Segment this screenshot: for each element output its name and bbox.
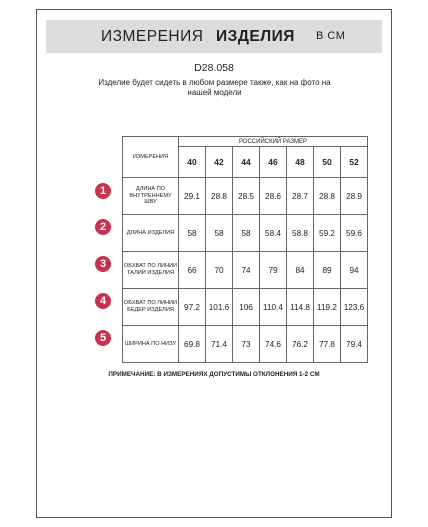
measurement-value: 66 <box>179 252 206 289</box>
table-row <box>123 252 368 289</box>
measurement-value: 28.8 <box>314 178 341 215</box>
measurement-value: 76.2 <box>287 326 314 363</box>
measurement-value: 74 <box>233 252 260 289</box>
measurement-value: 29.1 <box>179 178 206 215</box>
measurement-value: 59.2 <box>314 215 341 252</box>
measurement-value: 58 <box>206 215 233 252</box>
table-row <box>123 215 368 252</box>
measurement-value: 74.6 <box>260 326 287 363</box>
table-corner-label: ИЗМЕРЕНИЯ <box>123 137 179 178</box>
measurement-value: 28.6 <box>260 178 287 215</box>
measurement-value: 110.4 <box>260 289 287 326</box>
title-banner <box>46 20 382 53</box>
measurement-value: 58.8 <box>287 215 314 252</box>
row-number-badge: 3 <box>95 256 111 272</box>
measurement-label: ОБХВАТ ПО ЛИНИИ ТАЛИИ ИЗДЕЛИЯ <box>123 252 179 289</box>
measurement-value: 94 <box>341 252 368 289</box>
measurement-value: 77.8 <box>314 326 341 363</box>
size-system-label: РОССИЙСКИЙ РАЗМЕР <box>179 137 368 147</box>
size-header-cell: 46 <box>260 147 287 178</box>
measurement-value: 123.6 <box>341 289 368 326</box>
row-number-badge: 4 <box>95 293 111 309</box>
title-part-measurements: ИЗМЕРЕНИЯ <box>101 28 204 45</box>
measurement-value: 58 <box>179 215 206 252</box>
size-header-cell: 48 <box>287 147 314 178</box>
article-code: D28.058 <box>194 62 234 74</box>
size-header-cell: 50 <box>314 147 341 178</box>
measurement-value: 119.2 <box>314 289 341 326</box>
title-part-units: В СМ <box>316 30 346 42</box>
measurement-value: 89 <box>314 252 341 289</box>
measurement-value: 114.8 <box>287 289 314 326</box>
fit-note: Изделие будет сидеть в любом размере также, как на фото на нашей модели <box>98 78 331 97</box>
measurement-value: 69.8 <box>179 326 206 363</box>
size-header-cell: 40 <box>179 147 206 178</box>
measurement-value: 97.2 <box>179 289 206 326</box>
measurement-label: ОБХВАТ ПО ЛИНИИ БЕДЕР ИЗДЕЛИЯ <box>123 289 179 326</box>
row-number-badge: 5 <box>95 330 111 346</box>
measurements-table <box>122 136 368 363</box>
measurement-label: ШИРИНА ПО НИЗУ <box>123 326 179 363</box>
measurement-value: 73 <box>233 326 260 363</box>
measurement-value: 58.4 <box>260 215 287 252</box>
measurement-label: ДЛИНА ИЗДЕЛИЯ <box>123 215 179 252</box>
measurement-value: 28.9 <box>341 178 368 215</box>
table-row <box>123 178 368 215</box>
row-number-badge: 1 <box>95 183 111 199</box>
measurement-value: 84 <box>287 252 314 289</box>
size-header-cell: 52 <box>341 147 368 178</box>
tolerance-footnote: ПРИМЕЧАНИЕ: В ИЗМЕРЕНИЯХ ДОПУСТИМЫ ОТКЛОНЕНИЯ 1-2 СМ <box>108 371 320 378</box>
measurement-value: 59.6 <box>341 215 368 252</box>
size-header-cell: 42 <box>206 147 233 178</box>
measurement-value: 71.4 <box>206 326 233 363</box>
measurement-value: 101.6 <box>206 289 233 326</box>
table-row <box>123 326 368 363</box>
measurement-value: 28.5 <box>233 178 260 215</box>
measurement-value: 79.4 <box>341 326 368 363</box>
title-part-garment: ИЗДЕЛИЯ <box>216 28 295 45</box>
measurement-value: 58 <box>233 215 260 252</box>
measurement-label: ДЛИНА ПО ВНУТРЕННЕМУ ШВУ <box>123 178 179 215</box>
size-header-cell: 44 <box>233 147 260 178</box>
measurement-value: 106 <box>233 289 260 326</box>
row-number-badge: 2 <box>95 219 111 235</box>
size-chart-sheet <box>36 9 392 518</box>
measurement-value: 28.8 <box>206 178 233 215</box>
measurement-value: 79 <box>260 252 287 289</box>
table-row <box>123 289 368 326</box>
measurement-value: 28.7 <box>287 178 314 215</box>
measurement-value: 70 <box>206 252 233 289</box>
